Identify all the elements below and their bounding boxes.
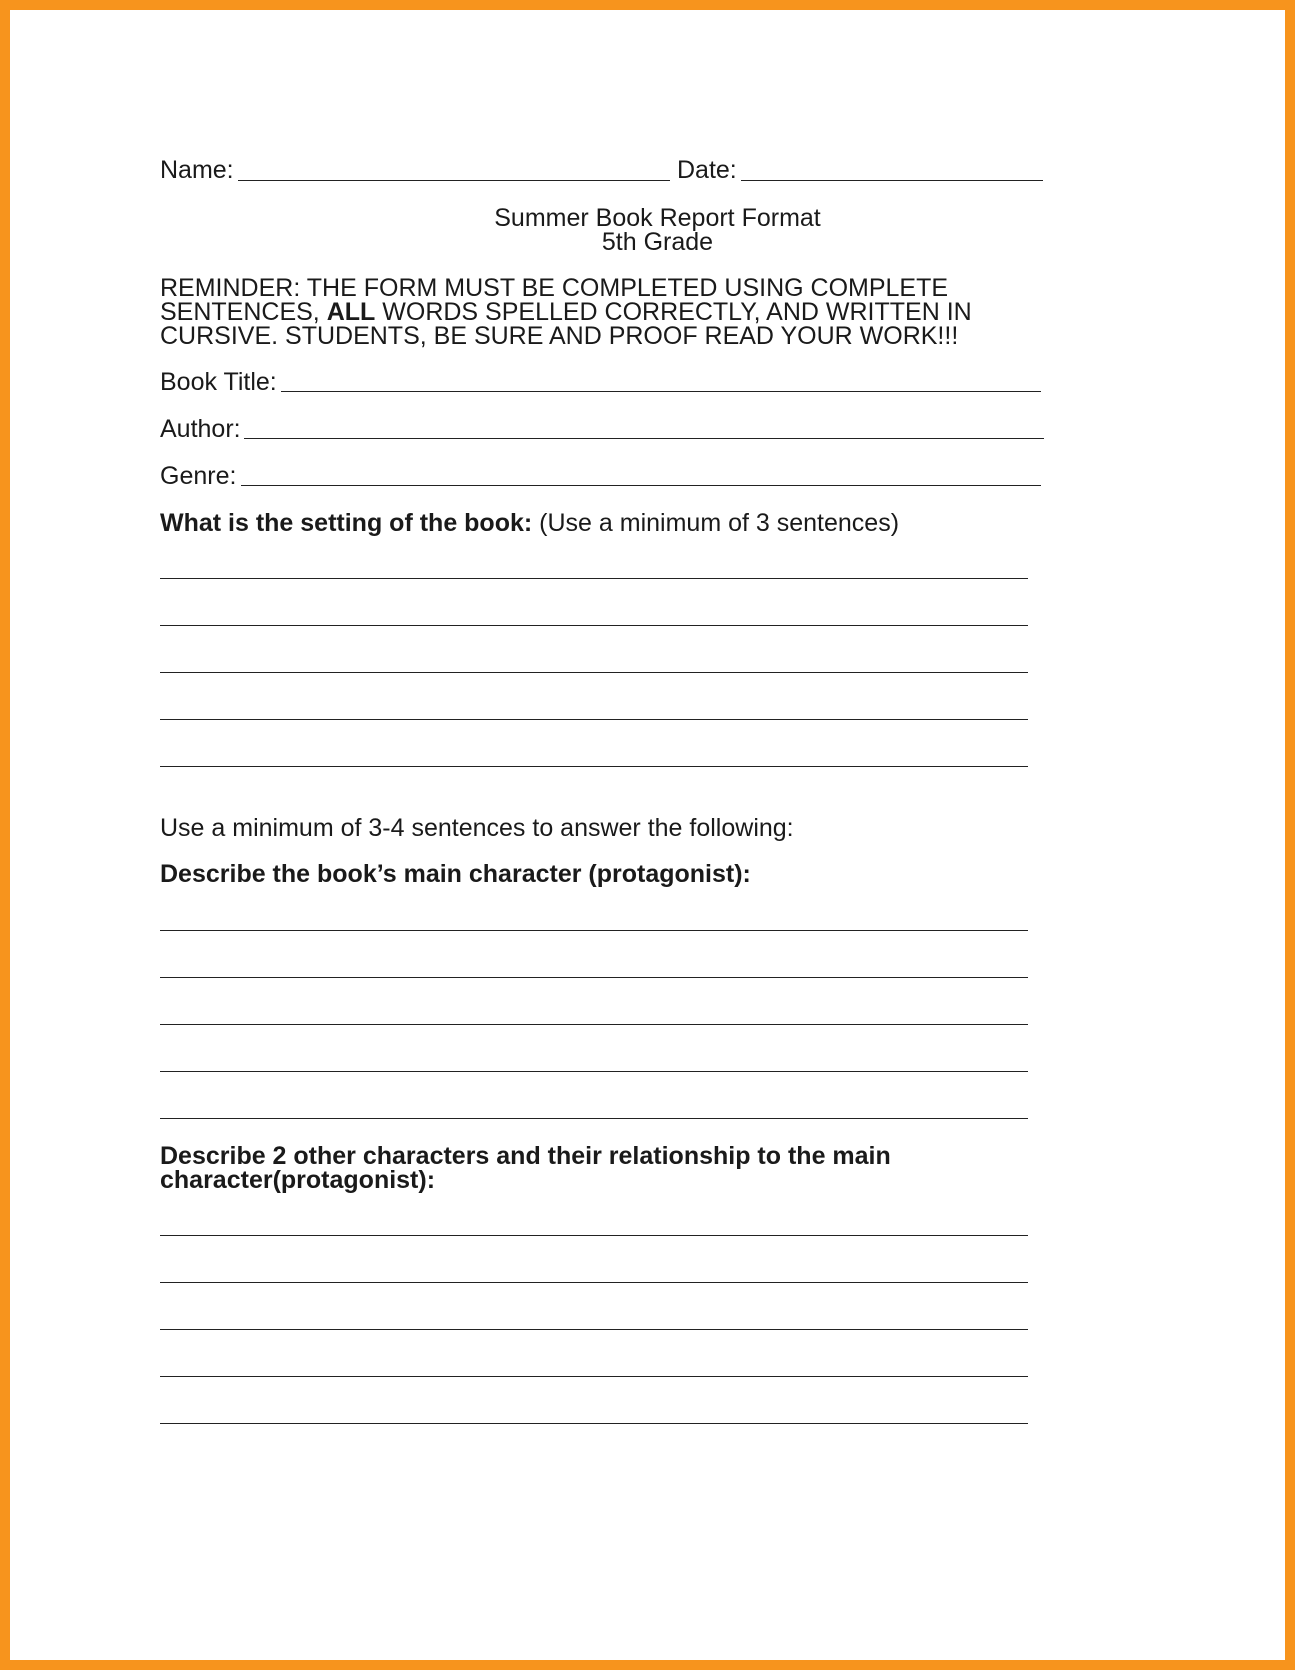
- main-character-answer-line[interactable]: [160, 1071, 1028, 1072]
- main-character-answer-line[interactable]: [160, 930, 1028, 931]
- setting-answer-line[interactable]: [160, 766, 1028, 767]
- main-character-answer-line[interactable]: [160, 1118, 1028, 1119]
- setting-question-label: What is the setting of the book:: [160, 509, 533, 537]
- date-field[interactable]: [741, 180, 1043, 181]
- setting-question: [160, 511, 899, 536]
- setting-answer-line[interactable]: [160, 672, 1028, 673]
- main-character-answer-line[interactable]: [160, 1024, 1028, 1025]
- date-label: Date:: [677, 156, 737, 184]
- reminder-line-2-start: SENTENCES,: [160, 298, 320, 326]
- reminder-emphasis: ALL: [326, 298, 376, 326]
- genre-label: Genre:: [160, 462, 237, 490]
- book-title-field[interactable]: [281, 391, 1041, 392]
- other-characters-question-line-2: character(protagonist):: [160, 1166, 436, 1194]
- other-characters-answer-line[interactable]: [160, 1282, 1028, 1283]
- setting-question-note: (Use a minimum of 3 sentences): [539, 509, 900, 537]
- name-field[interactable]: [238, 180, 670, 181]
- other-characters-question-line-1: Describe 2 other characters and their relationship to the main: [160, 1142, 891, 1170]
- reminder-line-1: REMINDER: THE FORM MUST BE COMPLETED USING COMPLETE: [160, 274, 949, 302]
- main-character-question: Describe the book’s main character (protagonist):: [160, 860, 751, 888]
- book-title-label: Book Title:: [160, 368, 277, 396]
- name-label: Name:: [160, 156, 234, 184]
- main-character-answer-line[interactable]: [160, 977, 1028, 978]
- setting-answer-line[interactable]: [160, 578, 1028, 579]
- form-grade: 5th Grade: [601, 228, 714, 256]
- setting-answer-line[interactable]: [160, 719, 1028, 720]
- setting-answer-line[interactable]: [160, 625, 1028, 626]
- other-characters-answer-line[interactable]: [160, 1376, 1028, 1377]
- author-label: Author:: [160, 415, 241, 443]
- form-title: Summer Book Report Format: [494, 204, 821, 232]
- author-field[interactable]: [244, 438, 1044, 439]
- reminder-line-2-end: WORDS SPELLED CORRECTLY, AND WRITTEN IN: [382, 298, 972, 326]
- other-characters-answer-line[interactable]: [160, 1423, 1028, 1424]
- reminder-line-3: CURSIVE. STUDENTS, BE SURE AND PROOF READ YOUR WORK!!!: [160, 322, 959, 350]
- genre-field[interactable]: [241, 485, 1041, 486]
- other-characters-answer-line[interactable]: [160, 1329, 1028, 1330]
- instruction-text: Use a minimum of 3-4 sentences to answer the following:: [160, 814, 794, 842]
- other-characters-answer-line[interactable]: [160, 1235, 1028, 1236]
